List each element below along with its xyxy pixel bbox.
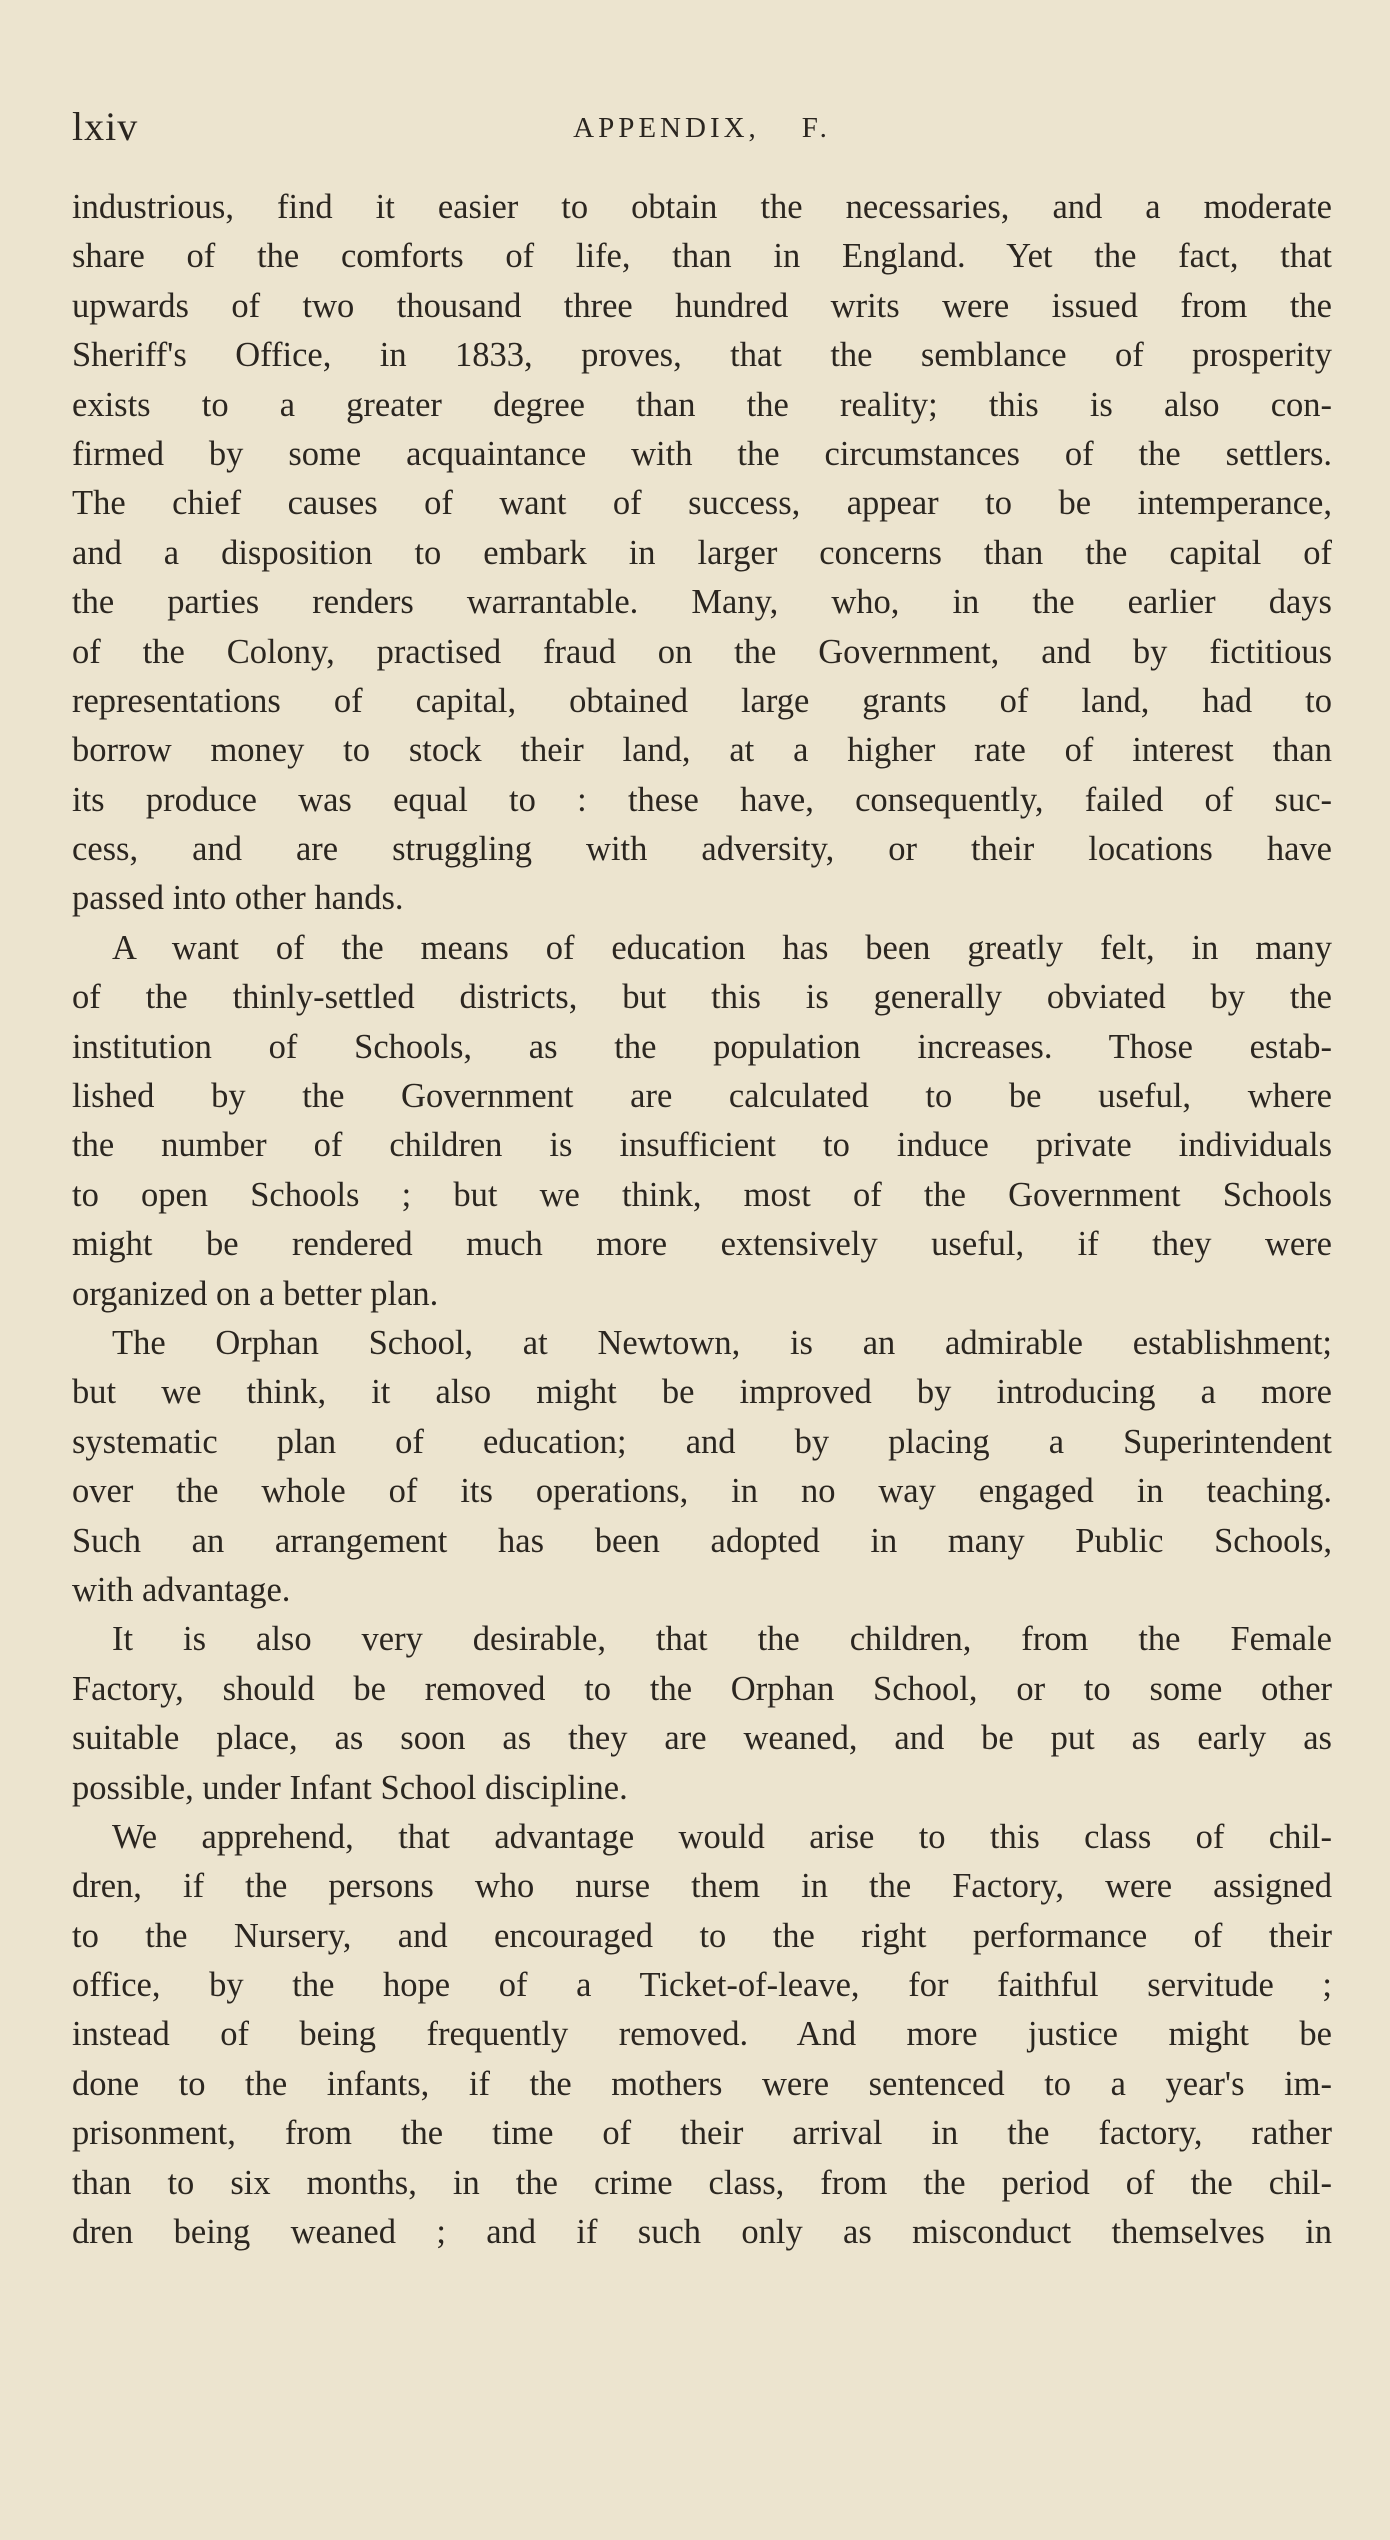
text-line: exists to a greater degree than the reality; this is also con- <box>72 385 1332 424</box>
text-line: prisonment, from the time of their arrival in the factory, rather <box>72 2114 1332 2153</box>
text-line: but we think, it also might be improved by introducing a more <box>72 1373 1332 1412</box>
text-line: than to six months, in the crime class, from the period of the chil- <box>72 2163 1332 2202</box>
text-line: of the thinly-settled districts, but this is generally obviated by the <box>72 978 1332 1017</box>
text-line: firmed by some acquaintance with the circumstances of the settlers. <box>72 434 1332 473</box>
running-head <box>72 108 1332 148</box>
text-line: the parties renders warrantable. Many, who, in the earlier days <box>72 583 1332 622</box>
text-line: office, by the hope of a Ticket-of-leave, for faithful servitude ; <box>72 1966 1332 2005</box>
paragraph <box>72 924 1332 1319</box>
text-line: to the Nursery, and encouraged to the right performance of their <box>72 1916 1332 1955</box>
text-line: borrow money to stock their land, at a higher rate of interest than <box>72 731 1332 770</box>
text-line: the number of children is insufficient to induce private individuals <box>72 1126 1332 1165</box>
text-line: industrious, find it easier to obtain the necessaries, and a moderate <box>72 188 1332 226</box>
text-line: and a disposition to embark in larger concerns than the capital of <box>72 533 1332 572</box>
text-line: of the Colony, practised fraud on the Government, and by fictitious <box>72 632 1332 671</box>
paragraph <box>72 1813 1332 2258</box>
text-line: dren, if the persons who nurse them in the Factory, were assigned <box>72 1867 1332 1906</box>
text-line: A want of the means of education has been greatly felt, in many <box>112 928 1332 967</box>
text-line: instead of being frequently removed. And more justice might be <box>72 2015 1332 2054</box>
page-header <box>72 102 1332 152</box>
text-line: might be rendered much more extensively useful, if they were <box>72 1225 1332 1264</box>
text-line: possible, under Infant School discipline. <box>72 1768 628 1807</box>
text-line: dren being weaned ; and if such only as misconduct themselves in <box>72 2213 1332 2252</box>
page-number: lxiv <box>72 104 139 149</box>
text-line: its produce was equal to : these have, consequently, failed of suc- <box>72 780 1332 819</box>
text-line: organized on a better plan. <box>72 1274 439 1313</box>
text-line: to open Schools ; but we think, most of the Government Schools <box>72 1175 1332 1214</box>
text-line: share of the comforts of life, than in England. Yet the fact, that <box>72 237 1332 276</box>
body-text <box>72 183 1332 2257</box>
text-line: with advantage. <box>72 1570 291 1609</box>
text-line: The Orphan School, at Newtown, is an admirable establishment; <box>112 1323 1332 1362</box>
text-line: institution of Schools, as the population increases. Those estab- <box>72 1027 1332 1066</box>
text-line: We apprehend, that advantage would arise to this class of chil- <box>112 1817 1332 1856</box>
paragraph <box>72 1615 1332 1813</box>
text-line: Factory, should be removed to the Orphan School, or to some other <box>72 1669 1332 1708</box>
paragraph <box>72 183 1332 924</box>
text-line: cess, and are struggling with adversity, or their locations have <box>72 830 1332 869</box>
text-line: It is also very desirable, that the children, from the Female <box>112 1620 1332 1659</box>
text-line: representations of capital, obtained large grants of land, had to <box>72 681 1332 720</box>
text-line: suitable place, as soon as they are weaned, and be put as early as <box>72 1719 1332 1758</box>
text-line: The chief causes of want of success, appear to be intemperance, <box>72 484 1332 523</box>
paragraph <box>72 1319 1332 1615</box>
text-line: lished by the Government are calculated to be useful, where <box>72 1077 1332 1116</box>
running-head-letter: F. <box>801 112 831 144</box>
text-line: passed into other hands. <box>72 879 404 918</box>
text-line: Such an arrangement has been adopted in many Public Schools, <box>72 1521 1332 1560</box>
running-head-title: APPENDIX, <box>573 112 760 144</box>
text-line: done to the infants, if the mothers were sentenced to a year's im- <box>72 2064 1332 2103</box>
text-line: over the whole of its operations, in no way engaged in teaching. <box>72 1472 1332 1511</box>
text-line: systematic plan of education; and by placing a Superintendent <box>72 1422 1332 1461</box>
text-line: upwards of two thousand three hundred writs were issued from the <box>72 286 1332 325</box>
text-line: Sheriff's Office, in 1833, proves, that the semblance of prosperity <box>72 336 1332 375</box>
